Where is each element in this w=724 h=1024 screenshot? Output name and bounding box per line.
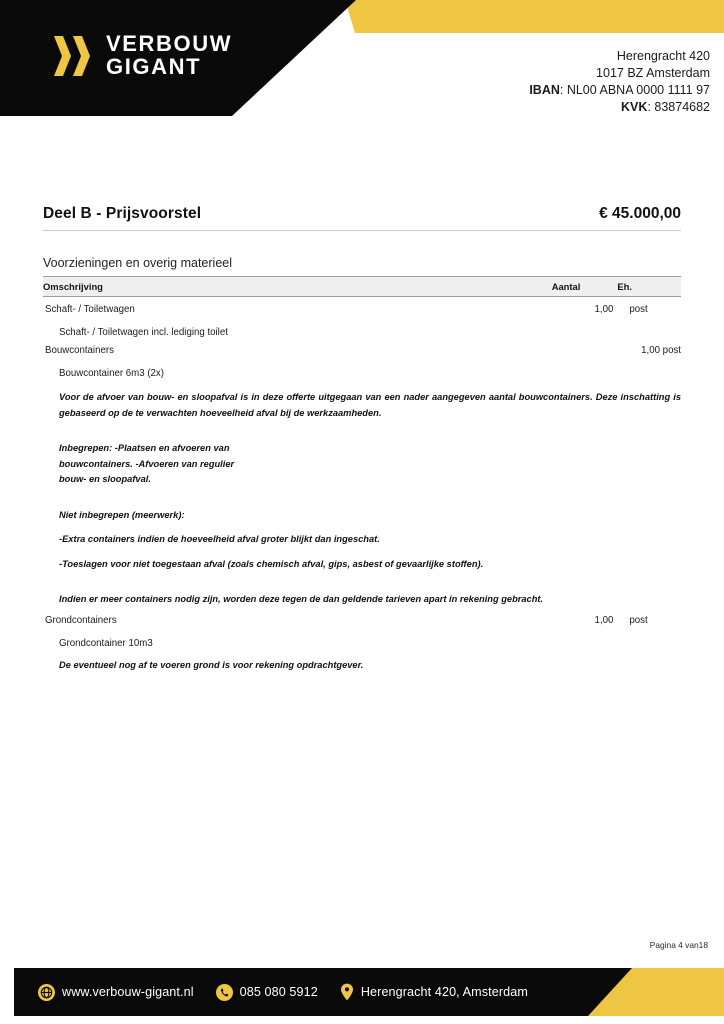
logo-wordmark <box>106 33 232 79</box>
company-iban <box>529 82 710 99</box>
company-logo <box>54 33 232 79</box>
table-note-row <box>43 572 681 608</box>
company-street: Herengracht 420 <box>616 49 710 63</box>
iban-label: IBAN <box>529 83 560 97</box>
footer-address-label: Herengracht 420, Amsterdam <box>360 985 528 999</box>
page-header <box>0 0 724 125</box>
note-niet-inbegrepen-title: Niet inbegrepen (meerwerk): <box>59 509 185 520</box>
item-unit: post <box>629 614 648 626</box>
footer-website[interactable] <box>38 984 194 1001</box>
logo-line-1: VERBOUW <box>106 31 233 56</box>
item-sub-description: Schaft- / Toiletwagen incl. lediging toilet <box>59 327 228 338</box>
footer-website-label: www.verbouw-gigant.nl <box>62 985 194 999</box>
iban-value: : NL00 ABNA 0000 1111 97 <box>559 83 710 97</box>
item-quantity-unit: 1,00 post <box>641 345 681 356</box>
table-note-row <box>43 421 681 488</box>
table-note-row <box>43 379 681 421</box>
note-bouwcontainers-intro: Voor de afvoer van bouw- en sloopafval is in deze offerte uitgegaan van een nader aangegeven aantal bouwcontainers. Deze inschatting is gebaseerd op de te verwachten hoeveelheid afval bij de werkzaamheden. <box>59 392 681 418</box>
table-note-row <box>43 488 681 524</box>
note-inbegrepen-line-3: bouw- en sloopafval. <box>59 474 151 484</box>
footer-phone-label: 085 080 5912 <box>239 985 318 999</box>
item-unit: post <box>629 304 648 315</box>
table-row <box>43 608 681 626</box>
note-niet-inbegrepen-item-1: -Extra containers indien de hoeveelheid afval groter blijkt dan ingeschat. <box>59 534 380 544</box>
table-row <box>43 338 681 356</box>
item-quantity: 1,00 <box>594 304 614 315</box>
page-footer <box>0 968 724 1024</box>
column-header-description: Omschrijving <box>43 277 552 297</box>
globe-icon <box>38 984 55 1001</box>
document-title-row <box>43 205 681 231</box>
item-sub-description: Bouwcontainer 6m3 (2x) <box>59 368 164 379</box>
section-title: Voorzieningen en overig materieel <box>43 256 233 270</box>
table-note-row <box>43 523 681 548</box>
footer-contact-items <box>38 968 528 1016</box>
kvk-value: : 83874682 <box>647 100 710 114</box>
table-note-row <box>43 548 681 573</box>
item-description: Schaft- / Toiletwagen <box>45 304 135 315</box>
company-kvk <box>529 99 710 116</box>
table-subrow <box>43 356 681 379</box>
company-contact-block <box>529 48 710 116</box>
page-number: Pagina 4 van18 <box>649 940 708 950</box>
note-niet-inbegrepen-item-2: -Toeslagen voor niet toegestaan afval (zoals chemisch afval, gips, asbest of gevaarlijke stoffen). <box>59 558 484 569</box>
note-grondcontainer: De eventueel nog af te voeren grond is voor rekening opdrachtgever. <box>59 659 364 670</box>
double-chevron-right-icon <box>54 36 90 76</box>
line-items-table <box>43 276 681 673</box>
note-inbegrepen-line-1: Inbegrepen: -Plaatsen en afvoeren van <box>59 443 230 453</box>
item-quantity: 1,00 <box>594 614 614 626</box>
document-total-amount: € 45.000,00 <box>599 205 681 222</box>
footer-phone[interactable] <box>216 984 318 1001</box>
company-city: 1017 BZ Amsterdam <box>596 66 710 80</box>
phone-icon <box>216 984 233 1001</box>
table-header-row <box>43 277 681 297</box>
item-description: Grondcontainers <box>45 614 117 626</box>
table-note-row <box>43 649 681 674</box>
kvk-label: KVK <box>621 100 648 114</box>
page-title: Deel B - Prijsvoorstel <box>43 205 202 222</box>
column-header-quantity: Aantal <box>552 277 618 297</box>
table-subrow <box>43 315 681 338</box>
document-content <box>43 205 681 673</box>
note-inbegrepen <box>43 421 681 488</box>
table-subrow <box>43 626 681 649</box>
note-extra-containers: Indien er meer containers nodig zijn, worden deze tegen de dan geldende tarieven apart in rekening gebracht. <box>59 594 544 604</box>
column-header-unit: Eh. <box>617 277 681 297</box>
table-row <box>43 297 681 316</box>
item-description: Bouwcontainers <box>45 345 114 356</box>
note-inbegrepen-line-2: bouwcontainers. -Afvoeren van regulier <box>59 458 235 469</box>
footer-address[interactable] <box>340 983 528 1001</box>
map-pin-icon <box>340 983 354 1001</box>
logo-line-2: GIGANT <box>106 53 202 79</box>
item-sub-description: Grondcontainer 10m3 <box>59 637 153 649</box>
